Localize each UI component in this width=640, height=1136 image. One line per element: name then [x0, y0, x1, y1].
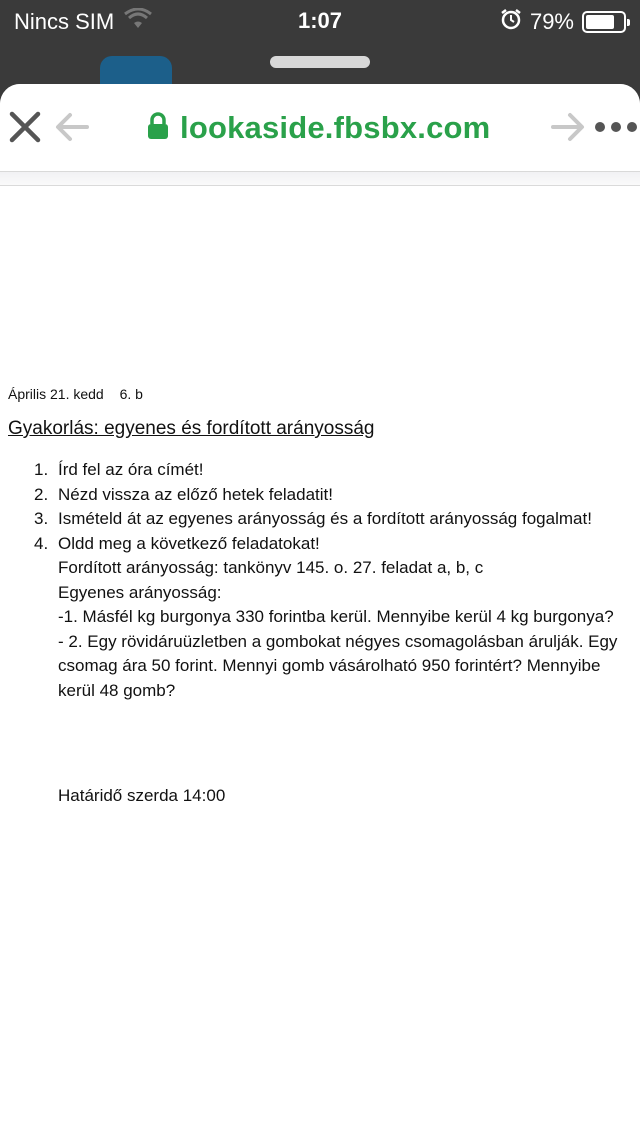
browser-sheet: [0, 84, 640, 1136]
back-button[interactable]: [54, 110, 90, 144]
task-number: 1.: [34, 460, 49, 479]
battery-percent: 79%: [529, 9, 574, 34]
task-list: [34, 458, 634, 703]
task-text: Írd fel az óra címét!: [58, 460, 204, 479]
battery-fill: [586, 15, 614, 29]
browser-toolbar: [0, 84, 640, 172]
carrier-label: Nincs SIM: [14, 9, 115, 34]
clock: 1:07: [297, 8, 343, 33]
task-item: [34, 532, 634, 557]
task-number: 2.: [34, 484, 49, 504]
document-title: Gyakorlás: egyenes és fordított arányosság: [8, 418, 375, 439]
task-number: 3.: [34, 509, 49, 528]
close-icon: [6, 108, 44, 146]
more-options-button[interactable]: [594, 120, 638, 134]
task-item: [34, 458, 634, 483]
status-right: [500, 8, 626, 36]
more-dots-icon: [594, 120, 638, 134]
forward-arrow-icon: [550, 110, 586, 144]
document-date-line: [8, 386, 143, 402]
back-arrow-icon: [54, 110, 90, 144]
task4-line-problem-2: - 2. Egy rövidáruüzletben a gombokat négyes csomagolásban árulják. Egy csomag ára 50 forint. Mennyi gomb vásárolható 950 forintért? Mennyibe kerül 48 gomb?: [58, 631, 618, 700]
task4-line-problem-1: -1. Másfél kg burgonya 330 forintba kerül. Mennyibe kerül 4 kg burgonya?: [58, 607, 614, 626]
task4-line-direct-heading: Egyenes arányosság:: [58, 582, 222, 602]
task-item: [34, 507, 634, 532]
task-item: [34, 483, 634, 508]
alarm-icon: [500, 8, 522, 36]
task-text: Oldd meg a következő feladatokat!: [58, 533, 320, 553]
status-bar: [0, 0, 640, 42]
sheet-grabber-handle[interactable]: [270, 56, 370, 68]
task-text: Ismételd át az egyenes arányosság és a fordított arányosság fogalmat!: [58, 509, 592, 528]
task4-details: [34, 556, 634, 703]
address-bar[interactable]: [146, 108, 490, 148]
document-class: 6. b: [119, 386, 143, 402]
task-number: 4.: [34, 533, 49, 553]
task4-line-reverse: Fordított arányosság: tankönyv 145. o. 27. feladat a, b, c: [58, 558, 484, 577]
lock-icon: [146, 112, 170, 145]
task-text: Nézd vissza az előző hetek feladatit!: [58, 484, 333, 504]
battery-icon: [582, 11, 626, 33]
url-text: lookaside.fbsbx.com: [180, 110, 491, 145]
document-date: Április 21. kedd: [8, 386, 104, 402]
deadline-text: Határidő szerda 14:00: [58, 786, 226, 805]
toolbar-divider: [0, 172, 640, 186]
forward-button[interactable]: [550, 110, 586, 144]
document-view[interactable]: [0, 186, 640, 1136]
close-button[interactable]: [6, 108, 44, 146]
